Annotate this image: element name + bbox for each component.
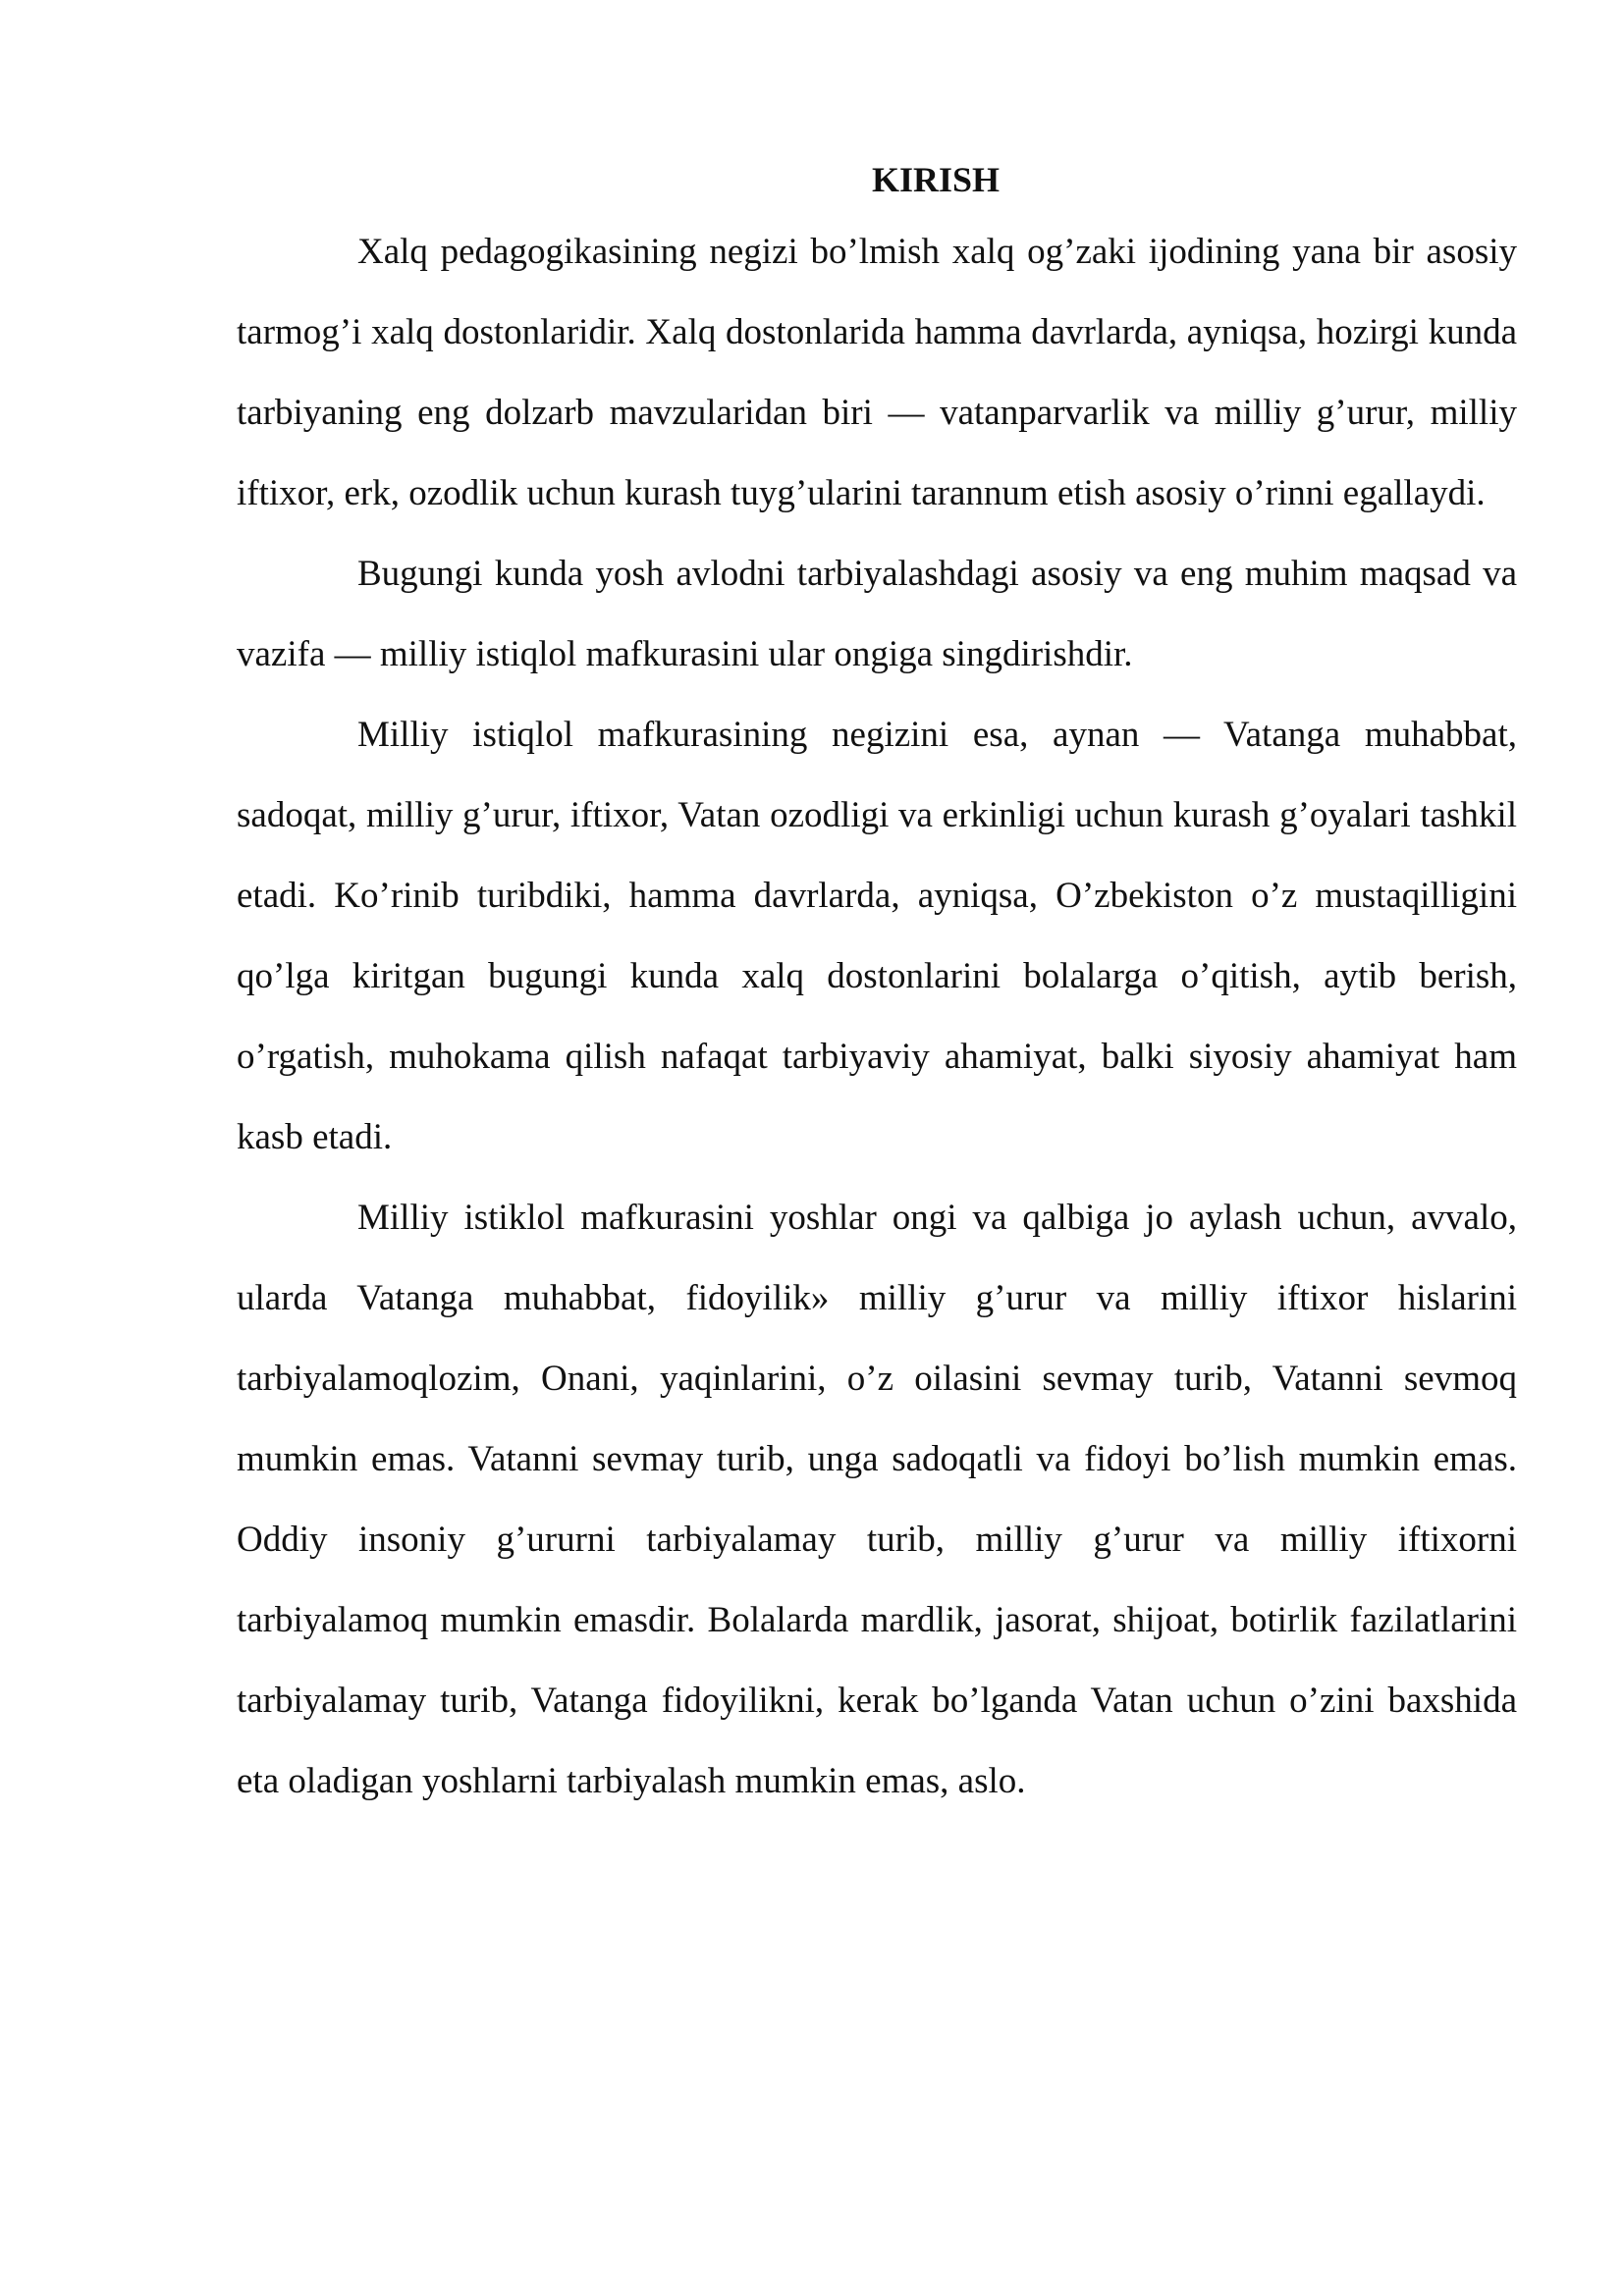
document-body xyxy=(237,147,1517,1822)
paragraph-2: Bugungi kunda yosh avlodni tarbiyalashdagi asosiy va eng muhim maqsad va vazifa — milliy istiqlol mafkurasini ular ongiga singdirishdir. xyxy=(237,554,1517,674)
paragraph-1: Xalq pedagogikasining negizi bo’lmish xalq og’zaki ijodining yana bir asosiy tarmog’i xalq dostonlaridir. Xalq dostonlarida hamma davrlarda, ayniqsa, hozirgi kunda tarbiyaning eng dolzarb mavzularidan biri — vatanparvarlik va milliy g’urur, milliy iftixor, erk, ozodlik uchun kurash tuyg’ularini tarannum etish asosiy o’rinni egallaydi. xyxy=(237,232,1517,513)
section-heading: KIRISH xyxy=(871,160,1001,199)
paragraph-3: Milliy istiqlol mafkurasining negizini esa, aynan — Vatanga muhabbat, sadoqat, milliy g’urur, iftixor, Vatan ozodligi va erkinligi uchun kurash g’oyalari tashkil etadi. Ko’rinib turibdiki, hamma davrlarda, ayniqsa, O’zbekiston o’z mustaqilligini qo’lga kiritgan bugungi kunda xalq dostonlarini bolalarga o’qitish, aytib berish, o’rgatish, muhokama qilish nafaqat tarbiyaviy ahamiyat, balki siyosiy ahamiyat ham kasb etadi. xyxy=(237,715,1517,1157)
paragraph-4: Milliy istiklol mafkurasini yoshlar ongi va qalbiga jo aylash uchun, avvalo, ularda Vatanga muhabbat, fidoyilik» milliy g’urur va milliy iftixor hislarini tarbiyalamoqlozim, Onani, yaqinlarini, o’z oilasini sevmay turib, Vatanni sevmoq mumkin emas. Vatanni sevmay turib, unga sadoqatli va fidoyi bo’lish mumkin emas. Oddiy insoniy g’ururni tarbiyalamay turib, milliy g’urur va milliy iftixorni tarbiyalamoq mumkin emasdir. Bolalarda mardlik, jasorat, shijoat, botirlik fazilatlarini tarbiyalamay turib, Vatanga fidoyilikni, kerak bo’lganda Vatan uchun o’zini baxshida eta oladigan yoshlarni tarbiyalash mumkin emas, aslo. xyxy=(237,1198,1517,1801)
